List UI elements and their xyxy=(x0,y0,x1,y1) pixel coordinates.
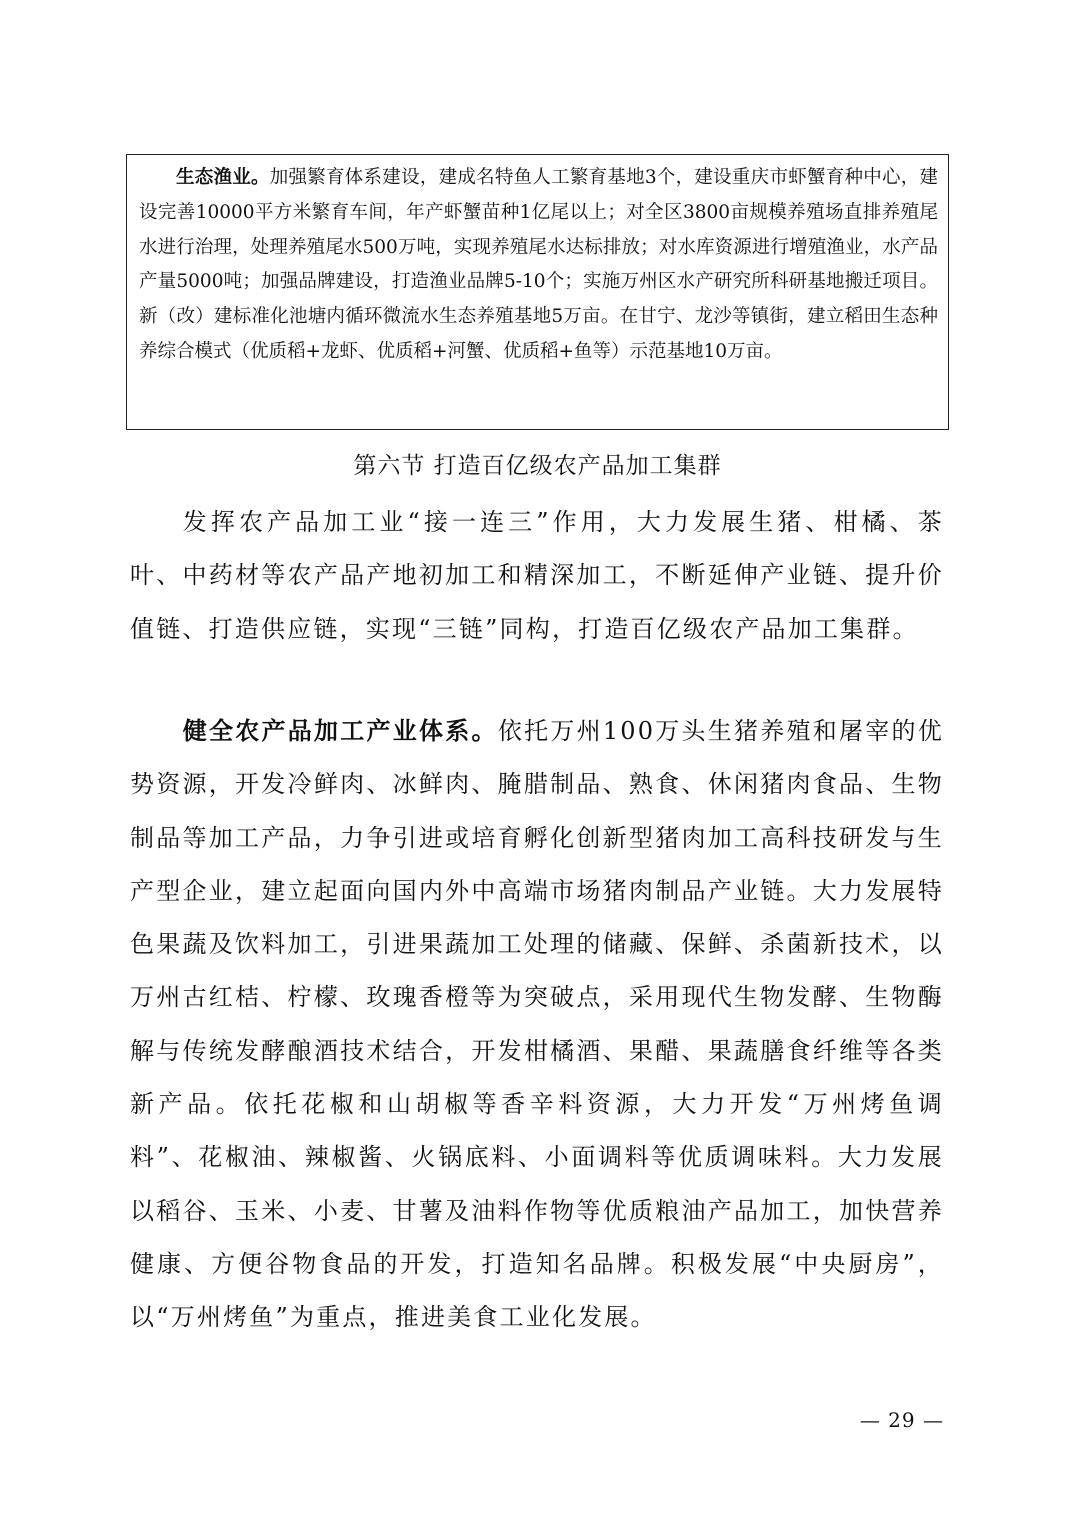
box-paragraph xyxy=(139,161,938,370)
paragraph-text: 发挥农产品加工业“接一连三”作用，大力发展生猪、柑橘、茶叶、中药材等农产品产地初加工和精深加工，不断延伸产业链、提升价值链、打造供应链，实现“三链”同构，打造百亿级农产品加工集群。 xyxy=(130,508,944,643)
paragraph-text: 依托万州100万头生猪养殖和屠宰的优势资源，开发冷鲜肉、冰鲜肉、腌腊制品、熟食、休闲猪肉食品、生物制品等加工产品，力争引进或培育孵化创新型猪肉加工高科技研发与生产型企业，建立起面向国内外中高端市场猪肉制品产业链。大力发展特色果蔬及饮料加工，引进果蔬加工处理的储藏、保鲜、杀菌新技术，以万州古红桔、柠檬、玫瑰香橙等为突破点，采用现代生物发酵、生物酶解与传统发酵酿酒技术结合，开发柑橘酒、果醋、果蔬膳食纤维等各类新产品。依托花椒和山胡椒等香辛料资源，大力开发“万州烤鱼调料”、花椒油、辣椒酱、火锅底料、小面调料等优质调味料。大力发展以稻谷、玉米、小麦、甘薯及油料作物等优质粮油产品加工，加快营养健康、方便谷物食品的开发，打造知名品牌。积极发展“中央厨房”，以“万州烤鱼”为重点，推进美食工业化发展。 xyxy=(130,717,944,1332)
body-paragraph-2 xyxy=(130,704,944,1345)
paragraph-bold-lead: 健全农产品加工产业体系。 xyxy=(182,716,498,745)
section-title: 第六节 打造百亿级农产品加工集群 xyxy=(353,453,722,479)
body-paragraph-1 xyxy=(130,496,944,656)
highlight-box xyxy=(126,154,949,430)
box-bold-lead: 生态渔业。 xyxy=(176,167,270,188)
box-text: 加强繁育体系建设，建成名特鱼人工繁育基地3个，建设重庆市虾蟹育种中心，建设完善10000平方米繁育车间，年产虾蟹苗种1亿尾以上；对全区3800亩规模养殖场直排养殖尾水进行治理，处理养殖尾水500万吨，实现养殖尾水达标排放；对水库资源进行增殖渔业，水产品产量5000吨；加强品牌建设，打造渔业品牌5-10个；实施万州区水产研究所科研基地搬迁项目。新（改）建标准化池塘内循环微流水生态养殖基地5万亩。在甘宁、龙沙等镇街，建立稻田生态种养综合模式（优质稻+龙虾、优质稻+河蟹、优质稻+鱼等）示范基地10万亩。 xyxy=(139,167,938,362)
page-number: — 29 — xyxy=(859,1408,944,1432)
paragraph-content xyxy=(130,704,944,1345)
